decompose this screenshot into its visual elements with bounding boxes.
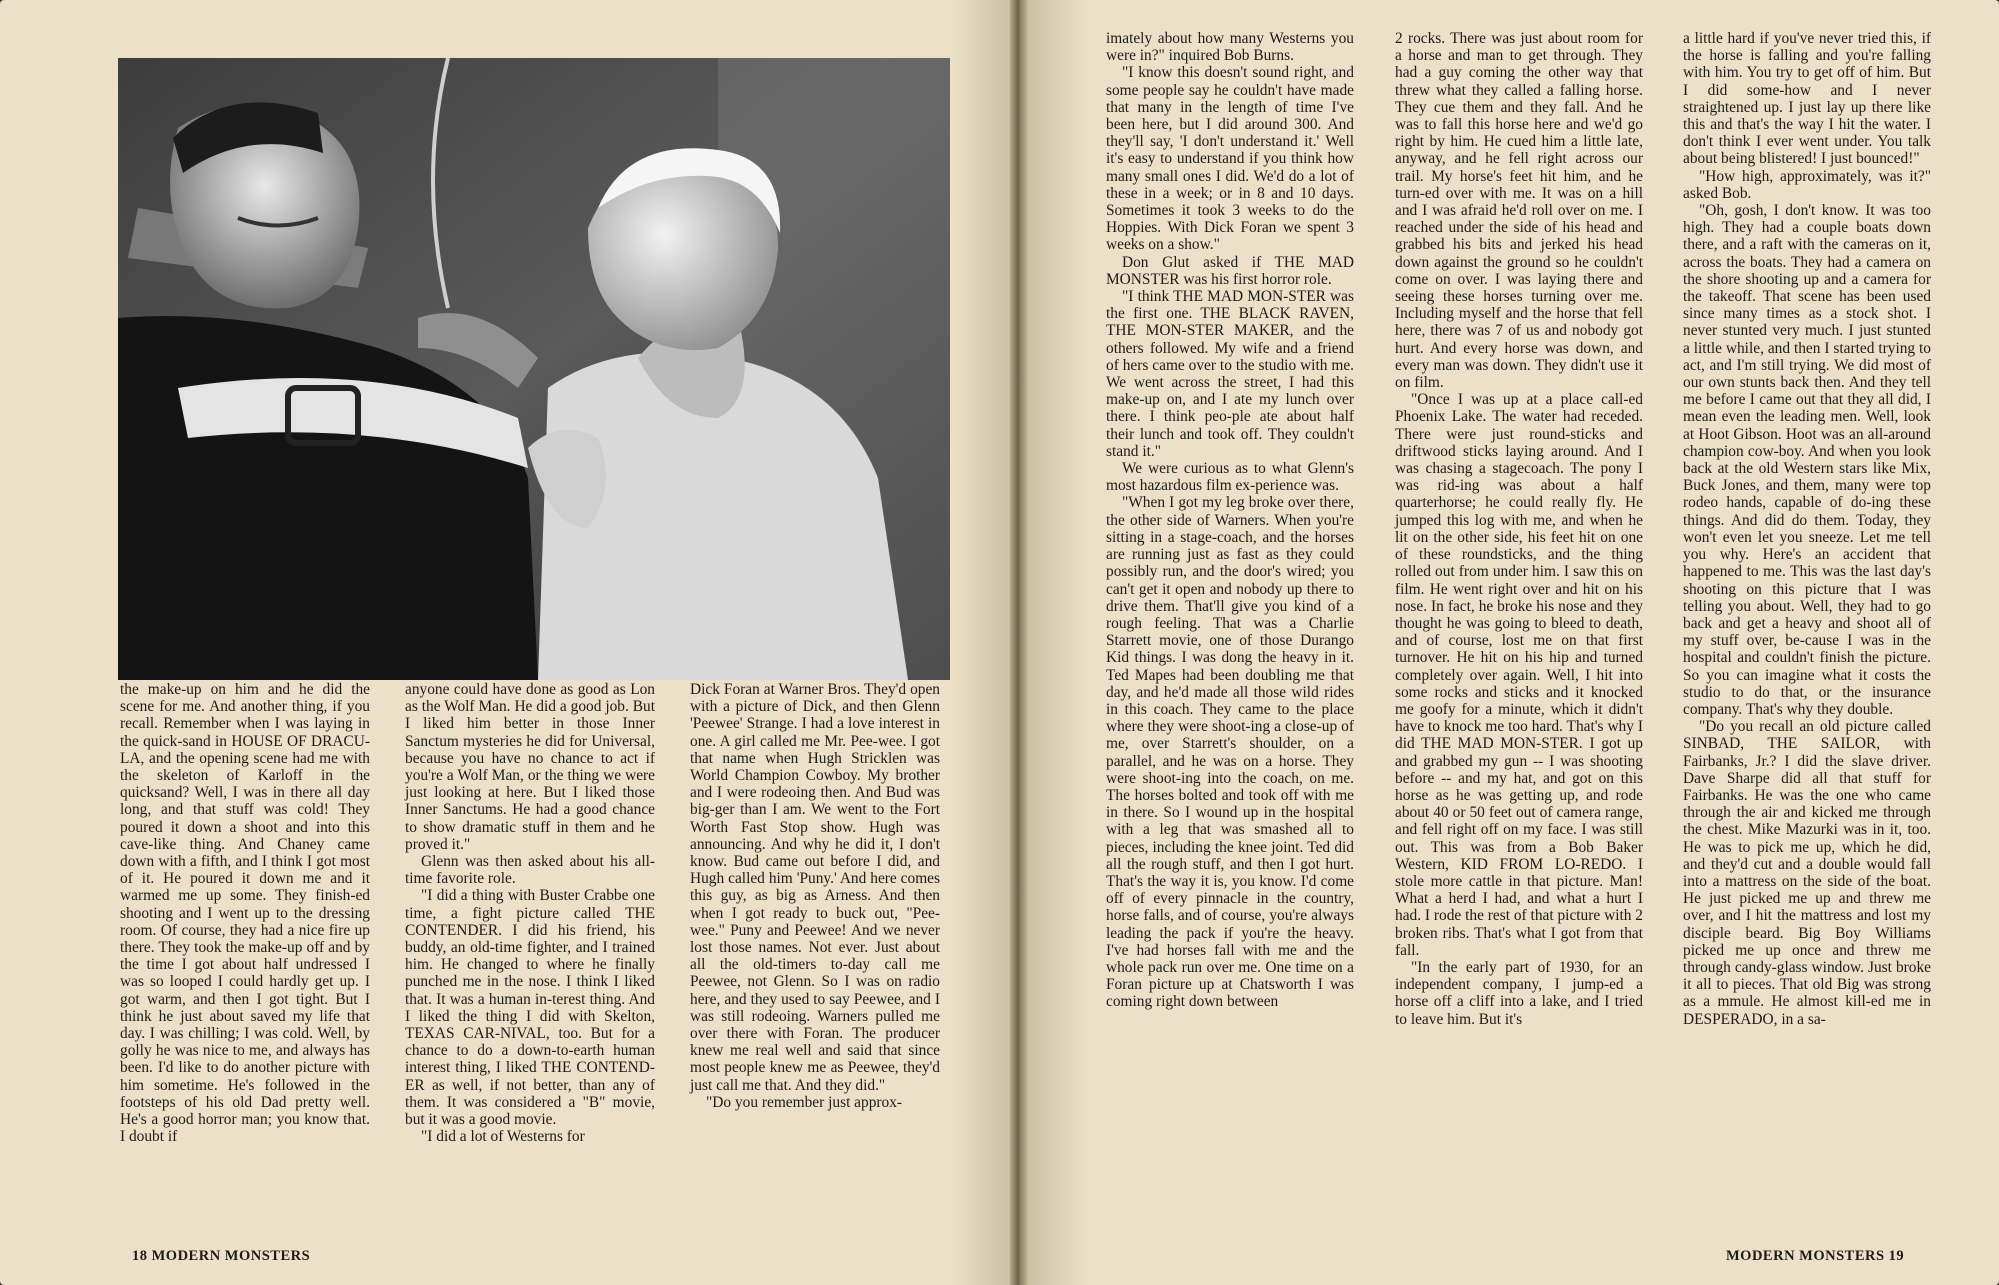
right-page: [1028, 0, 1999, 1285]
paragraph: imately about how many Westerns you were in?" inquired Bob Burns.: [1106, 30, 1354, 65]
paragraph: We were curious as to what Glenn's most hazardous film ex-perience was.: [1106, 460, 1354, 495]
paragraph: "Do you recall an old picture called SINBAD, THE SAILOR, with Fairbanks, Jr.? I did the slave driver. Dave Sharpe did all that stuff for Fairbanks. He was the one who came through the air and kicked me through the chest. Mike Mazurki was in it, too. He was to pick me up, which he did, and they'd cut and a double would fall into a mattress on the side of the boat. He just picked me up and threw me over, and I hit the mattress and lost my disciple beard. Big Boy Williams picked me up once and threw me through candy-glass window. Just broke it all to pieces. That old Big was strong as a mmule. He almost kill-ed me in DESPERADO, in a sa-: [1683, 718, 1931, 1028]
paragraph: Don Glut asked if THE MAD MONSTER was his first horror role.: [1106, 253, 1354, 288]
article-column-3: [690, 681, 940, 1111]
paragraph: "Once I was up at a place call-ed Phoenix Lake. The water had receded. There were just round-sticks and driftwood sticks laying around. And I was chasing a stagecoach. The pony I was rid-ing was about a half quarterhorse; he could really fly. He jumped this log with me, and when he lit on the other side, his feet hit on one of these roundsticks, and the thing rolled out from under him. I saw this on film. He went right over and hit on his nose. In fact, he broke his nose and they thought he was going to bleed to death, and of course, lost me on that first turnover. He hit on his hip and turned completely over again. Well, I hit into some rocks and sticks and it knocked me goofy for a minute, which it didn't have to knock me too hard. That's why I did THE MAD MON-STER. I got up and grabbed my gun -- I was shooting before -- and my hat, and got on this horse as he was getting up, and rode about 40 or 50 feet out of camera range, and fell right off on my face. I was still out. This was from a Bob Baker Western, KID FROM LO-REDO. I stole more cattle in that picture. Man! What a herd I had, and what a hurt I had. I rode the rest of that picture with 2 broken ribs. That's what I got from that fall.: [1395, 391, 1643, 959]
paragraph: Dick Foran at Warner Bros. They'd open with a picture of Dick, and then Glenn 'Peewee' Strange. I had a love interest in one. A girl called me Mr. Pee-wee. I got that name when Hugh Stricklen was World Champion Cowboy. My brother and I were rodeoing then. And Bud was big-ger than I am. We went to the Fort Worth Fast Stop show. Hugh was announcing. And why he did it, I don't know. Bud came out before I did, and Hugh called him 'Puny.' And here comes this guy, as big as Arness. And then when I got ready to buck out, "Pee-wee." Puny and Peewee! And we never lost those names. Not ever. Just about all the old-timers to-day call me Peewee, not Glenn. So I was on radio here, and they used to say Peewee, and I was still rodeoing. Warners pulled me over there with Foran. The producer knew me real well and said that since most people knew me as Peewee, they'd just call me that. And they did.": [690, 681, 940, 1094]
paragraph: 2 rocks. There was just about room for a horse and man to get through. They had a guy coming the other way that threw what they called a falling horse. They cue them and they fall. And he was to fall this horse here and we'd go right by him. He cued him a little late, anyway, and he fell right across our trail. My horse's feet hit him, and he turn-ed over with me. It was on a hill and I was afraid he'd roll over on me. I reached under the side of his head and grabbed his bits and jerked his head down against the ground so he couldn't come on over. I was laying there and seeing these horses turning over me. Including myself and the horse that fell here, there was 7 of us and nobody got hurt. And every horse was down, and every man was down. They didn't use it on film.: [1395, 30, 1643, 392]
paragraph: "How high, approximately, was it?" asked Bob.: [1683, 167, 1931, 202]
paragraph: "Do you remember just approx-: [706, 1093, 903, 1111]
page-folio-right: MODERN MONSTERS 19: [1726, 1248, 1905, 1264]
article-column-4: [1106, 30, 1354, 1011]
paragraph: "Oh, gosh, I don't know. It was too high. They had a couple boats down there, and a raft with the cameras on it, across the boats. They had a camera on the shore shooting up and a camera for the takeoff. That scene has been used since many times as a stock shot. I never stunted very much. I just stunted a little while, and then I started trying to act, and I'm still trying. We did most of our own stunts back then. And they tell me before I came out that they all did, I mean even the leading men. Well, look at Hoot Gibson. Hoot was an all-around champion cow-boy. And when you look back at the old Western stars like Mix, Buck Jones, and them, many were top rodeo hands, capable of do-ing these things. And did do them. Today, they won't even let you sneeze. Let me tell you why. Here's an accident that happened to me. This was the last day's shooting on this picture that I was telling you about. Well, they had to go back and get a heavy and shoot all of my stuff over, be-cause I was in the hospital and couldn't finish the picture. So you can imagine what it costs the studio to do that, or the insurance company. That's why they double.: [1683, 202, 1931, 718]
paragraph: the make-up on him and he did the scene for me. And another thing, if you recall. Remember when I was laying in the quick-sand in HOUSE OF DRACU-LA, and the opening scene had me with the skeleton of Karloff in the quicksand? Well, I was in there all day long, and that stuff was cold! They poured it down a shoot and into this cave-like thing. And Chaney came down with a fifth, and I think I got most of it. He poured it down me and it warmed me up some. They finish-ed shooting and I went up to the dressing room. Of course, they had a nice fire up there. They took the make-up off and by the time I got about half undressed I was so looped I could hardly get up. I got warm, and then I got tight. But I think he just about saved my life that day. I was chilling; I was cold. Well, by golly he was nice to me, and always has been. I'd like to do another picture with him sometime. He's followed in the footsteps of his old Dad pretty well. He's a good horror man; you know that. I doubt if: [120, 681, 370, 1146]
paragraph: "I know this doesn't sound right, and some people say he couldn't have made that many in the length of time I've been here, but I did around 300. And they'll say, 'I don't understand it.' Well it's easy to understand if you think how many small ones I did. We'd do a lot of these in a week; or in 8 and 10 days. Sometimes it took 3 weeks to do the Hoppies. With Dick Foran we spent 3 weeks on a show.": [1106, 64, 1354, 254]
article-column-1: [120, 681, 370, 1145]
page-folio-left: 18 MODERN MONSTERS: [132, 1248, 311, 1264]
paragraph: "I did a lot of Westerns for: [421, 1128, 585, 1146]
paragraph: a little hard if you've never tried this, if the horse is falling and you're falling with him. You try to get off of him. But I did some-how and I never straightened up. I just lay up there like this and that's the way I hit the water. I don't think I ever went under. You talk about being blistered! I just bounced!": [1683, 30, 1931, 168]
article-column-6: [1683, 30, 1931, 1028]
paragraph: "I did a thing with Buster Crabbe one time, a fight picture called THE CONTENDER. I did his friend, his buddy, an old-time fighter, and I trained him. He changed to where he finally punched me in the nose. I think I liked that. It was a human in-terest thing. And I liked the thing I did with Skelton, TEXAS CAR-NIVAL, too. But for a chance to do a down-to-earth human interest thing, I liked THE CONTEND-ER as well, if not better, than any of them. It was considered a "B" movie, but it was a good movie.: [405, 887, 655, 1129]
paragraph: "I think THE MAD MON-STER was the first one. THE BLACK RAVEN, THE MON-STER MAKER, and the others followed. My wife and a friend of hers came over to the studio with me. We went across the street, I had this make-up on, and I ate my lunch over there. I think peo-ple ate about half their lunch and took off. They couldn't stand it.": [1106, 288, 1354, 460]
paragraph: Glenn was then asked about his all-time favorite role.: [405, 853, 655, 888]
paragraph: anyone could have done as good as Lon as the Wolf Man. He did a good job. But I liked him better in those Inner Sanctum mysteries he did for Universal, because you have no chance to act if you're a Wolf Man, or the thing we were just looking at here. But I liked those Inner Sanctums. He had a good chance to show dramatic stuff in them and he proved it.": [405, 681, 655, 853]
paragraph: "In the early part of 1930, for an independent company, I jump-ed a horse off a cliff into a lake, and I tried to leave him. But it's: [1395, 958, 1643, 1028]
binding-gutter: [1010, 0, 1028, 1285]
article-column-2: [405, 681, 655, 1145]
film-still-photo: [118, 58, 950, 680]
article-column-5: [1395, 30, 1643, 1028]
paragraph: "When I got my leg broke over there, the other side of Warners. When you're sitting in a stage-coach, and the horses are running just as fast as they could possibly run, and the door's wired; you can't get it open and nobody up there to drive them. That'll give you kind of a rough feeling. That was a Charlie Starrett movie, one of those Durango Kid things. I was dong the heavy in it. Ted Mapes had been doubling me that day, and he'd made all those wild rides in this coach. They came to the place where they were shoot-ing a close-up of me, over Starrett's shoulder, on a parallel, and he was on a horse. They were shoot-ing into the coach, on me. The horses bolted and took off with me in there. So I wound up in the hospital with a leg that was smashed all to pieces, including the knee joint. Ted did all the rough stuff, and then I got hurt. That's the way it is, you know. I'd come off of every pinnacle in the country, horse falls, and of course, you're always leading the pack if you're the heavy. I've had horses fall with me and the whole pack run over me. One time on a Foran picture up at Chatsworth I was coming right down between: [1106, 494, 1354, 1011]
monster-and-doctor-illustration: [118, 58, 950, 680]
